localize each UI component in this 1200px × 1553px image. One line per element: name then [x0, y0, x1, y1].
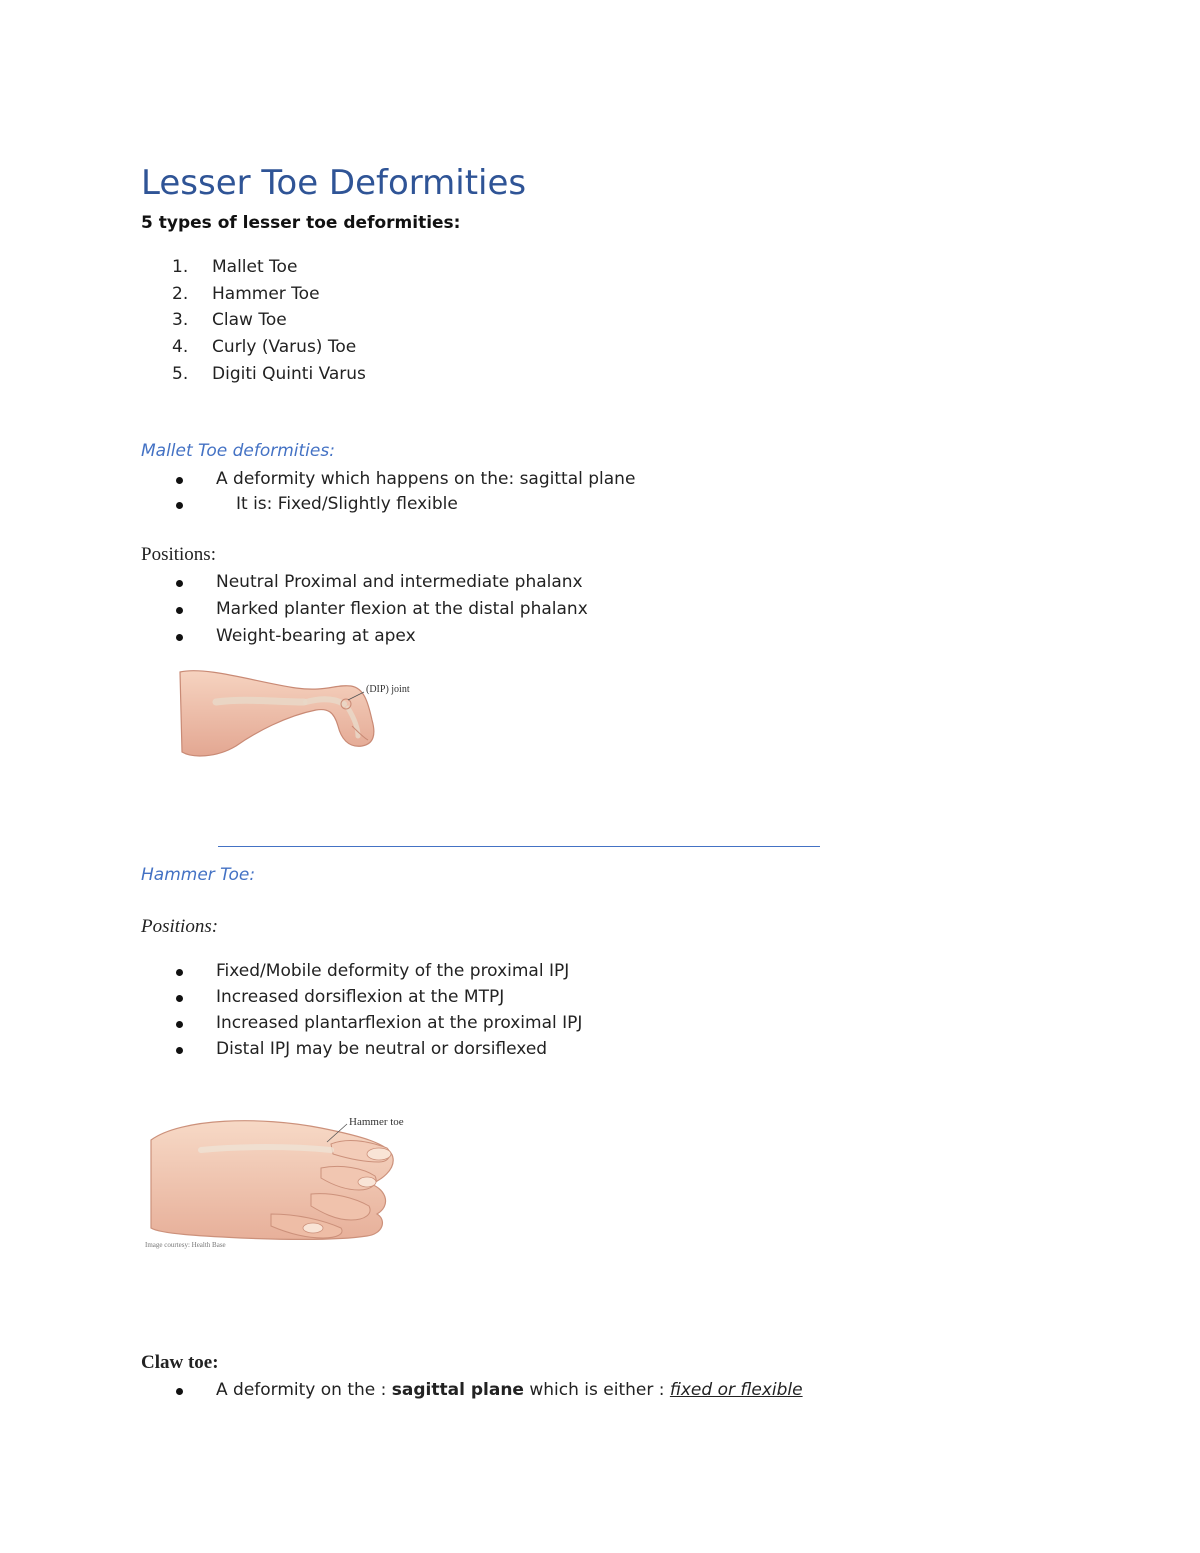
list-item [172, 336, 366, 363]
list-item [172, 309, 366, 336]
list-item [176, 493, 635, 515]
list-item [176, 625, 588, 647]
bullet-icon [176, 580, 183, 587]
mallet-bullets [176, 468, 635, 515]
bullet-text-pre: A deformity on the : [216, 1380, 392, 1400]
hammer-toe-illustration [141, 1110, 431, 1255]
list-number: 5. [172, 363, 189, 384]
mallet-heading: Mallet Toe deformities: [141, 441, 335, 461]
claw-heading: Claw toe: [141, 1352, 219, 1373]
mallet-toe-figure [176, 662, 416, 762]
page-title: Lesser Toe Deformities [141, 163, 527, 203]
bullet-text-bold: sagittal plane [391, 1380, 524, 1400]
list-item [176, 571, 588, 593]
bullet-text: Increased plantarflexion at the proximal IPJ [216, 1013, 583, 1033]
bullet-icon [176, 502, 183, 509]
list-item [176, 1038, 582, 1060]
bullet-text: A deformity which happens on the: sagittal plane [216, 469, 636, 489]
bullet-icon [176, 1388, 183, 1395]
mallet-toe-illustration [176, 662, 416, 762]
mallet-positions-list [176, 571, 588, 647]
bullet-icon [176, 1021, 183, 1028]
bullet-text: Weight-bearing at apex [216, 626, 416, 646]
list-number: 4. [172, 337, 189, 358]
list-label: Digiti Quinti Varus [212, 363, 366, 384]
hammer-toe-figure [141, 1110, 431, 1255]
bullet-icon [176, 634, 183, 641]
bullet-icon [176, 969, 183, 976]
bullet-text: Increased dorsiflexion at the MTPJ [216, 987, 505, 1007]
list-item [176, 1012, 582, 1034]
list-label: Curly (Varus) Toe [212, 337, 357, 358]
list-label: Mallet Toe [212, 257, 298, 277]
list-item [176, 1379, 803, 1401]
bullet-text: Fixed/Mobile deformity of the proximal IPJ [216, 961, 570, 981]
hammer-positions-list [176, 960, 582, 1060]
types-list [172, 256, 366, 389]
bullet-text-mid: which is either : [523, 1380, 670, 1400]
mallet-figure-label: (DIP) joint [366, 684, 410, 695]
hammer-heading: Hammer Toe: [141, 865, 256, 885]
mallet-positions-label: Positions: [141, 544, 216, 565]
section-divider [218, 846, 820, 847]
list-item [172, 256, 366, 283]
list-number: 3. [172, 310, 189, 331]
list-item [176, 960, 582, 982]
hammer-positions-label: Positions: [141, 916, 219, 937]
bullet-icon [176, 995, 183, 1002]
list-item [176, 598, 588, 620]
list-item [176, 468, 635, 490]
bullet-icon [176, 1047, 183, 1054]
bullet-icon [176, 607, 183, 614]
intro-heading: 5 types of lesser toe deformities: [141, 213, 461, 233]
bullet-text: It is: Fixed/Slightly flexible [236, 494, 458, 514]
list-item [172, 363, 366, 390]
bullet-icon [176, 477, 183, 484]
claw-bullets [176, 1379, 803, 1401]
bullet-text-underline: fixed or flexible [669, 1380, 803, 1400]
list-number: 1. [172, 257, 189, 277]
hammer-figure-label: Hammer toe [349, 1116, 404, 1128]
bullet-text: Distal IPJ may be neutral or dorsiflexed [216, 1039, 548, 1059]
list-label: Hammer Toe [212, 283, 320, 304]
list-label: Claw Toe [212, 310, 287, 331]
hammer-figure-credit: Image courtesy: Health Base [145, 1241, 226, 1249]
list-number: 2. [172, 283, 189, 304]
bullet-text: Marked planter flexion at the distal phalanx [216, 599, 588, 619]
list-item [176, 986, 582, 1008]
list-item [172, 283, 366, 310]
bullet-text: Neutral Proximal and intermediate phalanx [216, 572, 583, 592]
